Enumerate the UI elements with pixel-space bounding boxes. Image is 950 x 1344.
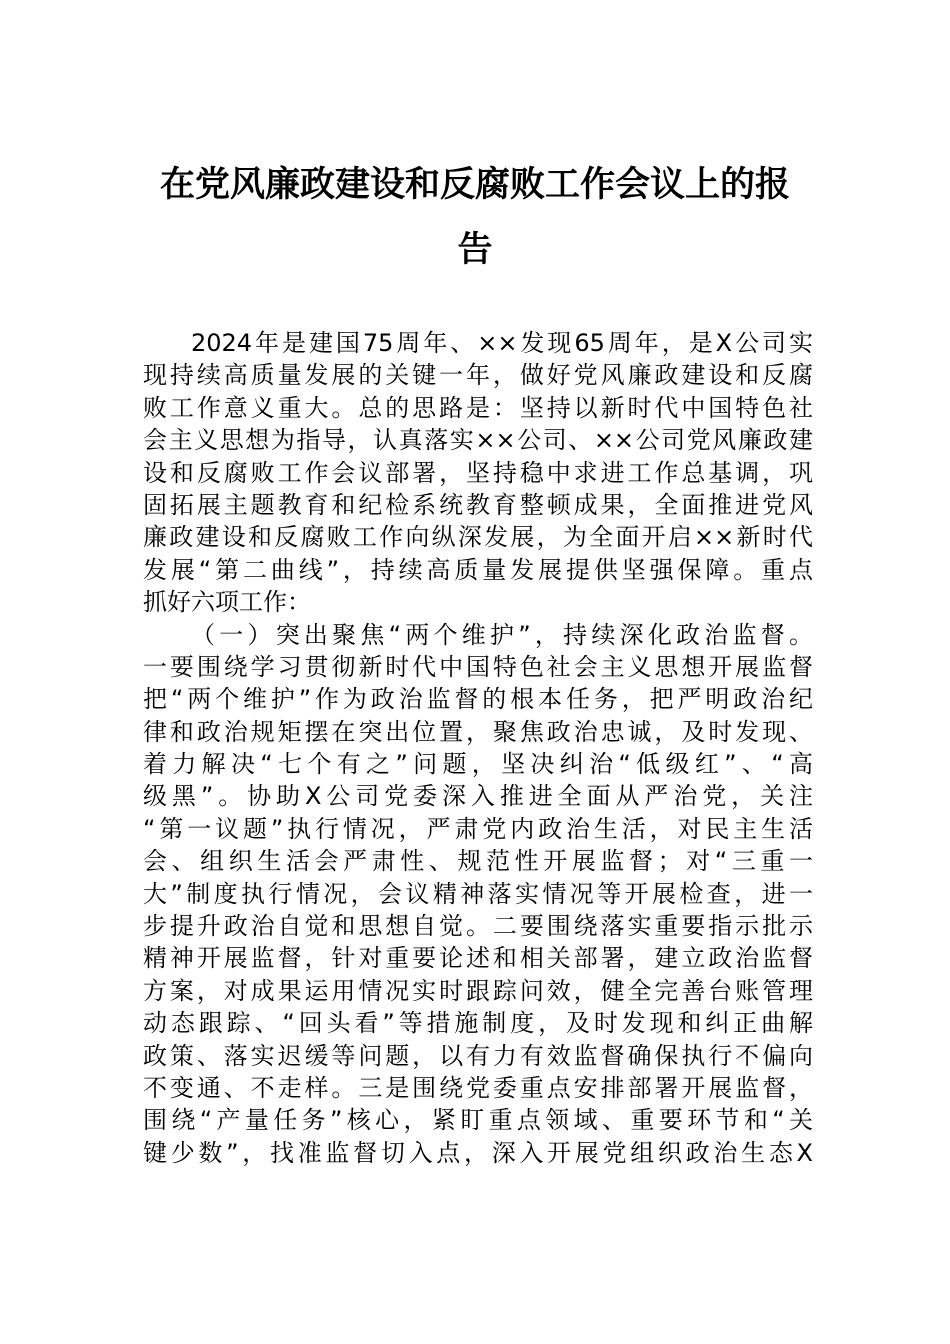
body-line: 设和反腐败工作会议部署，坚持稳中求进工作总基调，巩 [143, 458, 813, 487]
body-line: 律和政治规矩摆在突出位置，聚焦政治忠诚，及时发现、 [143, 717, 813, 746]
body-line: 步提升政治自觉和思想自觉。二要围绕落实重要指示批示 [143, 912, 813, 941]
body-line: “第一议题”执行情况，严肃党内政治生活，对民主生活 [143, 814, 813, 843]
body-line: 现持续高质量发展的关键一年，做好党风廉政建设和反腐 [143, 361, 813, 390]
body-line: 围绕“产量任务”核心，紧盯重点领域、重要环节和“关 [143, 1106, 813, 1135]
body-line: 发展“第二曲线”，持续高质量发展提供坚强保障。重点 [143, 555, 813, 584]
body-line: 会、组织生活会严肃性、规范性开展监督；对“三重一 [143, 847, 813, 876]
body-line: 方案，对成果运用情况实时跟踪问效，健全完善台账管理 [143, 976, 813, 1005]
body-line: 键少数”，找准监督切入点，深入开展党组织政治生态X [143, 1138, 813, 1167]
body-line: 把“两个维护”作为政治监督的根本任务，把严明政治纪 [143, 685, 813, 714]
section-heading-line: （一）突出聚焦“两个维护”，持续深化政治监督。 [191, 620, 813, 649]
document-body [143, 327, 813, 1169]
body-line: 败工作意义重大。总的思路是：坚持以新时代中国特色社 [143, 393, 813, 422]
body-line: 廉政建设和反腐败工作向纵深发展，为全面开启××新时代 [143, 523, 813, 552]
body-line: 一要围绕学习贯彻新时代中国特色社会主义思想开展监督 [143, 652, 813, 681]
body-line: 固拓展主题教育和纪检系统教育整顿成果，全面推进党风 [143, 490, 813, 519]
body-line: 政策、落实迟缓等问题，以有力有效监督确保执行不偏向 [143, 1041, 813, 1070]
body-line: 动态跟踪、“回头看”等措施制度，及时发现和纠正曲解 [143, 1009, 813, 1038]
body-line: 抓好六项工作： [143, 588, 311, 617]
document-title-line-1: 在党风廉政建设和反腐败工作会议上的报 [159, 164, 790, 205]
body-line: 精神开展监督，针对重要论述和相关部署，建立政治监督 [143, 944, 813, 973]
body-line: 大”制度执行情况，会议精神落实情况等开展检查，进一 [143, 879, 813, 908]
body-line: 会主义思想为指导，认真落实××公司、××公司党风廉政建 [143, 426, 813, 455]
body-line: 2024年是建国75周年、××发现65周年，是X公司实 [191, 329, 813, 357]
document-title-line-2: 告 [457, 229, 493, 270]
body-line: 不变通、不走样。三是围绕党委重点安排部署开展监督， [143, 1073, 813, 1102]
body-line: 着力解决“七个有之”问题，坚决纠治“低级红”、“高 [143, 750, 813, 779]
body-line: 级黑”。协助X公司党委深入推进全面从严治党，关注 [143, 782, 813, 811]
